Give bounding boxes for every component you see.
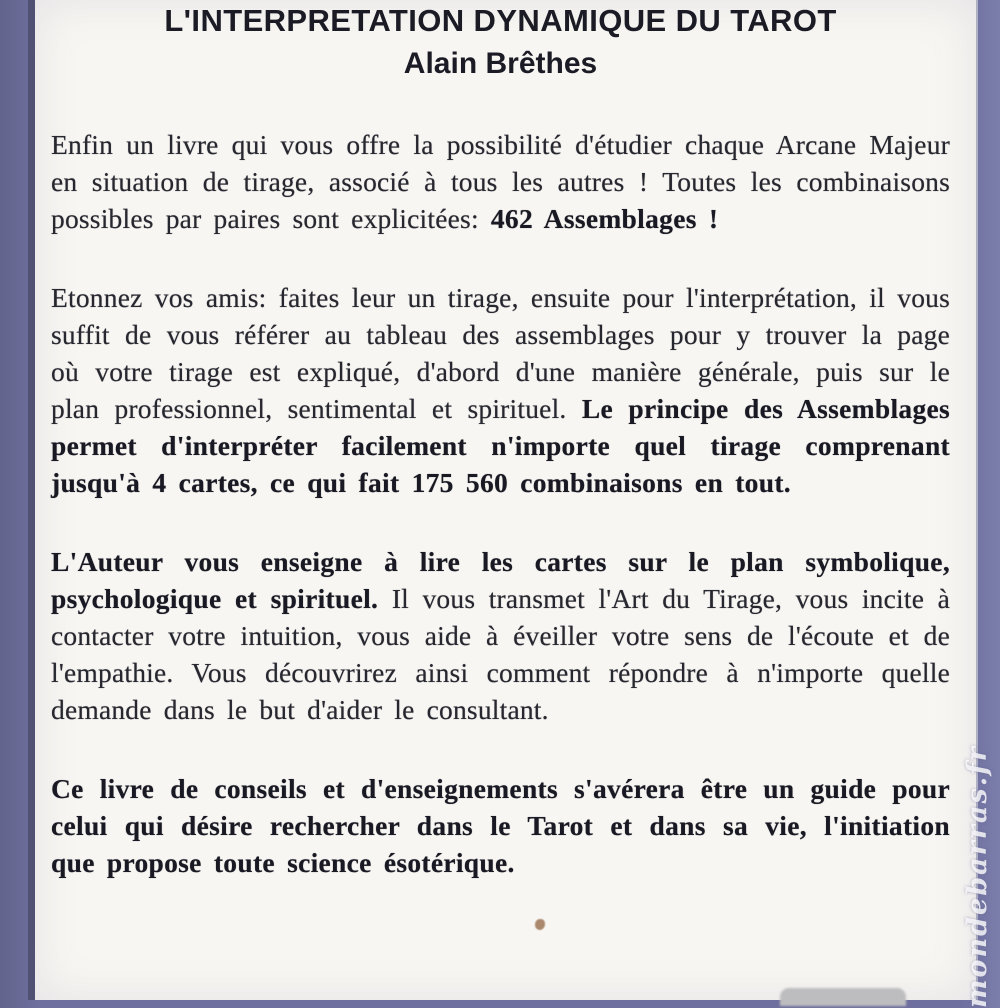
paragraph-2-text: Etonnez vos amis: faites leur un tirage, ensuite pour l'interprétation, il vous suffit de vous référer au tableau des assemblages pour y trouver la page où votre tirage est expliqué, d'abord d'une manière générale, puis sur le plan professionnel, sentimental et spirituel.: [51, 282, 950, 424]
paragraph-3-lead-bold: L'Auteur vous enseigne à lire les cartes sur le plan symbolique, psychologique et spirituel.: [51, 546, 950, 614]
paper-stain: [535, 919, 545, 930]
paragraph-4-lead-bold: Ce livre de conseils et d'enseignements s'avérera être un guide pour celui qui désire rechercher dans le Tarot et dans sa vie, l'initiation que propose toute science ésotérique.: [51, 773, 950, 878]
paragraph-possibilites: [51, 126, 950, 237]
description-text: [51, 126, 950, 881]
paragraph-2-tail-bold: Le principe des Assemblages permet d'interpréter facilement n'importe quel tirage comprenant jusqu'à 4 cartes, ce qui fait 175 560 combinaisons en tout.: [51, 393, 951, 498]
book-title: L'INTERPRETATION DYNAMIQUE DU TAROT: [164, 3, 837, 38]
bottom-edge-artifact: [780, 988, 906, 1006]
site-watermark: mondebarras.fr: [962, 744, 993, 1008]
page-content: [35, 0, 976, 881]
paragraph-1-text: Enfin un livre qui vous offre la possibilité d'étudier chaque Arcane Majeur en situation de tirage, associé à tous les autres ! Toutes les combinaisons possibles par paires sont explicitées:: [51, 129, 950, 234]
paragraph-auteur: [51, 543, 950, 728]
paragraph-1-tail-bold: 462 Assemblages !: [490, 203, 719, 234]
paragraph-etonnez: [51, 279, 950, 501]
paragraph-3-text: Il vous transmet l'Art du Tirage, vous incite à contacter votre intuition, vous aide à éveiller votre sens de l'écoute et de l'empathie. Vous découvrirez ainsi comment répondre à n'importe quelle demande dans le but d'aider le consultant.: [51, 583, 950, 725]
book-author: Alain Brêthes: [403, 47, 598, 80]
scanned-book-page: [28, 0, 978, 1000]
paragraph-conclusion: [51, 770, 950, 881]
title-block: [51, 0, 950, 82]
